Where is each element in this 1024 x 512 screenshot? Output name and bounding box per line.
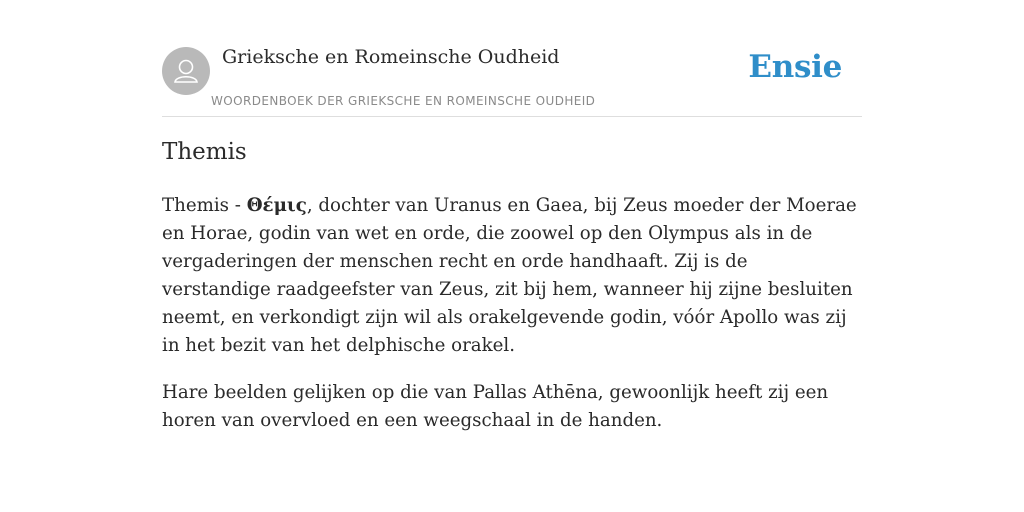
greek-term: Θέμις (246, 195, 307, 216)
site-header (162, 40, 862, 117)
paragraph-2: Hare beelden gelijken op die van Pallas Athēna, gewoonlijk heeft zij een horen van overvloed en een weegschaal in de handen. (162, 382, 829, 431)
entry-lead: Themis - (162, 195, 247, 216)
site-subtitle: WOORDENBOEK DER GRIEKSCHE EN ROMEINSCHE OUDHEID (211, 94, 596, 108)
entry-text-1: , dochter van Uranus en Gaea, bij Zeus moeder der Moerae en Horae, godin van wet en orde, die zoowel op den Olympus als in de vergaderingen der menschen recht en orde handhaaft. Zij is de verstandige raadgeefster van Zeus, zit bij hem, wanneer hij zijne besluiten neemt, en verkondigt zijn wil als orakelgevende godin, vóór Apollo was zij in het bezit van het delphische orakel. (162, 195, 857, 356)
site-title[interactable]: Grieksche en Romeinsche Oudheid (222, 46, 560, 68)
avatar[interactable] (162, 47, 210, 95)
user-icon (162, 47, 210, 95)
brand-logo[interactable]: Ensie (748, 49, 842, 85)
entry-body (162, 192, 862, 454)
page-title: Themis (162, 139, 247, 165)
paragraph-1 (162, 192, 862, 360)
